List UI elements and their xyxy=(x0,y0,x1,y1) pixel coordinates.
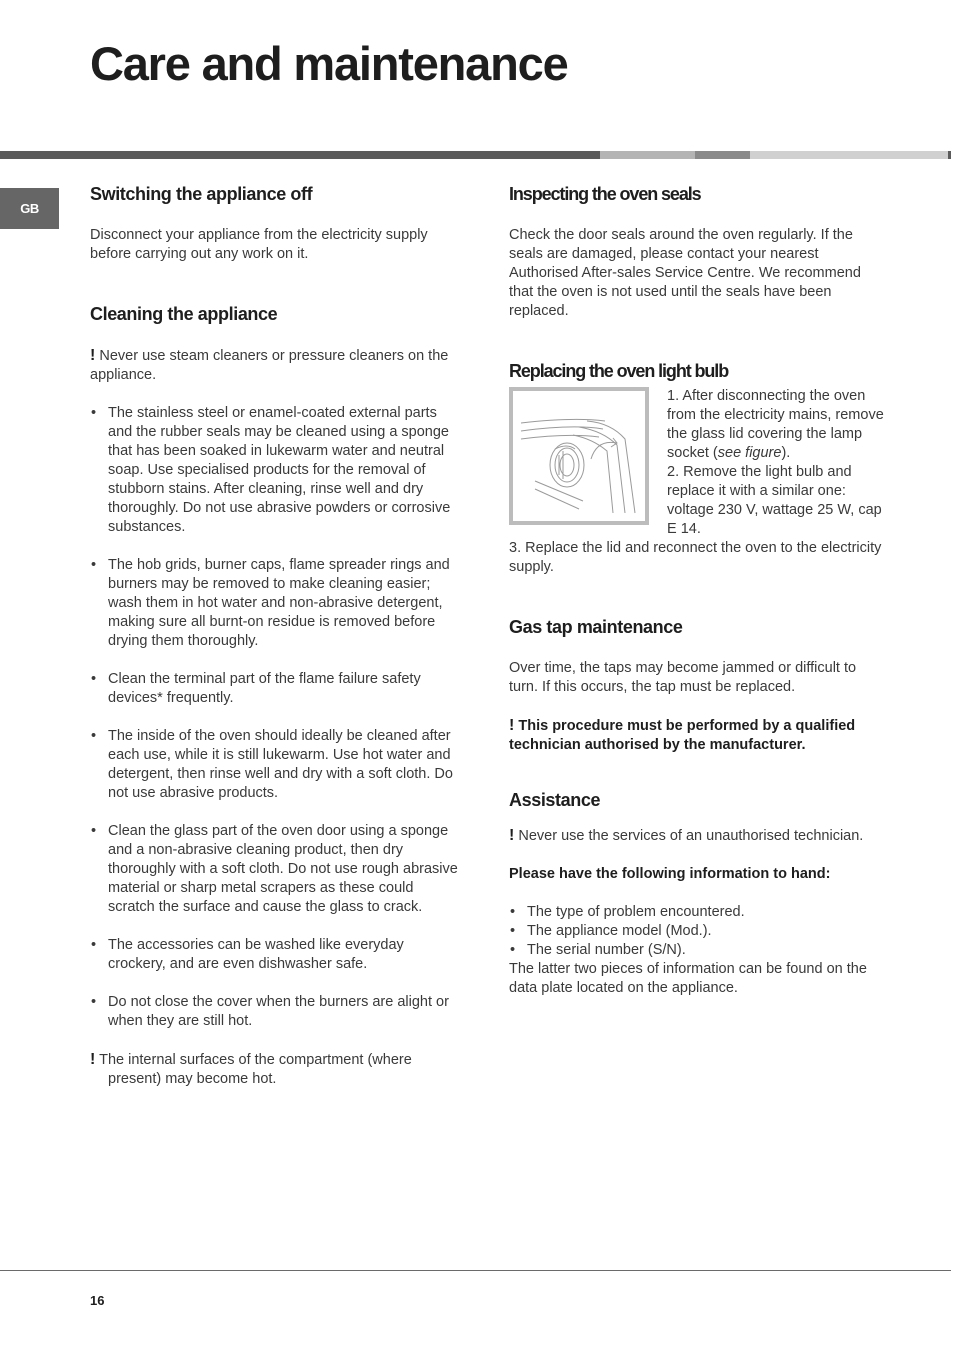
lamp-socket-illustration xyxy=(513,391,645,521)
section-heading: Replacing the oven light bulb xyxy=(509,361,729,381)
section-oven-seals xyxy=(509,182,884,321)
header-stripe xyxy=(695,151,750,159)
page-number: 16 xyxy=(90,1293,105,1308)
section-heading: Inspecting the oven seals xyxy=(509,184,701,204)
section-heading: Cleaning the appliance xyxy=(90,304,278,324)
section-text: Over time, the taps may become jammed or difficult to turn. If this occurs, the tap must be replaced. xyxy=(509,660,857,695)
list-item: • The appliance model (Mod.). xyxy=(509,922,884,941)
bulb-steps xyxy=(667,387,885,539)
step-3: 3. Replace the lid and reconnect the oven to the electricity supply. xyxy=(509,540,882,575)
info-heading: Please have the following information to hand: xyxy=(509,866,831,882)
list-item: • The inside of the oven should ideally be cleaned after each use, while it is still lukewarm. Use hot water and detergent, then rinse well and dry with a soft cloth. Do not use abrasive products. xyxy=(90,727,462,803)
list-item: • Do not close the cover when the burners are alight or when they are still hot. xyxy=(90,993,462,1031)
list-item: • The stainless steel or enamel-coated external parts and the rubber seals may be cleaned using a sponge that has been soaked in lukewarm water and neutral soap. Use specialised products for the removal of stubborn stains. After cleaning, rinse well and dry thoroughly. Do not use abrasive powders or corrosive substances. xyxy=(90,404,462,537)
list-item: • The type of problem encountered. xyxy=(509,903,884,922)
header-stripe xyxy=(600,151,695,159)
bulb-figure-block xyxy=(509,387,884,539)
section-heading: Switching the appliance off xyxy=(90,184,313,204)
info-note: The latter two pieces of information can be found on the data plate located on the appliance. xyxy=(509,961,867,996)
left-column xyxy=(90,182,462,1089)
header-stripe xyxy=(0,151,600,159)
info-list xyxy=(509,903,884,960)
warning-icon: ! xyxy=(509,827,515,844)
warning-text: ! Never use the services of an unauthorised technician. xyxy=(509,827,864,844)
section-switching-off xyxy=(90,182,462,264)
warning-text: ! Never use steam cleaners or pressure cleaners on the appliance. xyxy=(90,347,449,383)
list-item: • The hob grids, burner caps, flame spreader rings and burners may be removed to make cleaning easier; wash them in hot water and non-abrasive detergent, making sure all burnt-on residue is removed before drying them thoroughly. xyxy=(90,556,462,651)
cleaning-list xyxy=(90,404,462,1031)
lamp-socket-figure xyxy=(509,387,649,525)
step-1: 1. After disconnecting the oven from the electricity mains, remove the glass lid covering the lamp socket (see figure). xyxy=(667,388,884,461)
list-item: • The accessories can be washed like everyday crockery, and are even dishwasher safe. xyxy=(90,936,462,974)
footer-rule xyxy=(0,1270,951,1271)
language-tab: GB xyxy=(0,188,59,229)
step-2: 2. Remove the light bulb and replace it with a similar one: voltage 230 V, wattage 25 W, cap E 14. xyxy=(667,464,882,537)
list-item: • The serial number (S/N). xyxy=(509,941,884,960)
section-cleaning xyxy=(90,302,462,1089)
list-item: • Clean the glass part of the oven door using a sponge and a non-abrasive cleaning product, then dry thoroughly with a soft cloth. Do not use rough abrasive material or sharp metal scrapers as these could scratch the surface and cause the glass to crack. xyxy=(90,822,462,917)
list-item: • Clean the terminal part of the flame failure safety devices* frequently. xyxy=(90,670,462,708)
header-stripe xyxy=(948,151,951,159)
section-text: Disconnect your appliance from the electricity supply before carrying out any work on it. xyxy=(90,227,428,262)
section-heading: Gas tap maintenance xyxy=(509,617,683,637)
section-gas-tap xyxy=(509,615,884,755)
warning-icon: ! xyxy=(90,347,96,364)
warning-icon: ! xyxy=(90,1051,96,1068)
section-assistance xyxy=(509,788,884,998)
section-text: Check the door seals around the oven regularly. If the seals are damaged, please contact your nearest Authorised After-sales Service Centre. We recommend that the oven is not used until the seals have been replaced. xyxy=(509,227,861,319)
header-stripe xyxy=(750,151,948,159)
section-heading: Assistance xyxy=(509,790,601,810)
page-title: Care and maintenance xyxy=(90,37,568,90)
warning-text: ! The internal surfaces of the compartment (where present) may become hot. xyxy=(90,1051,412,1087)
right-column xyxy=(509,182,884,998)
section-light-bulb xyxy=(509,359,884,577)
warning-icon: ! xyxy=(509,717,515,734)
warning-text: ! This procedure must be performed by a qualified technician authorised by the manufacturer. xyxy=(509,717,856,753)
